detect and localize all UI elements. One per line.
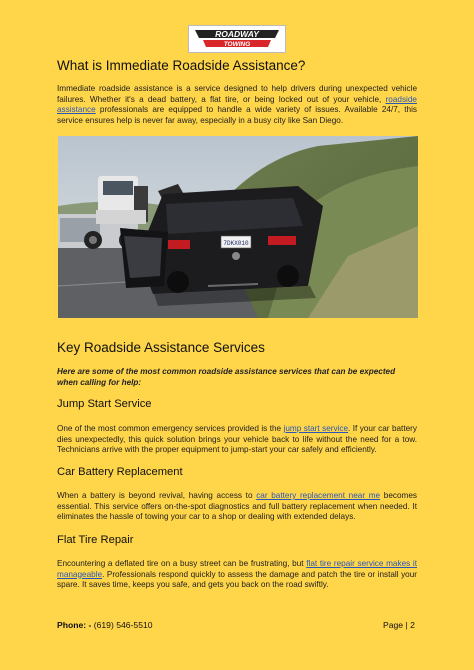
services-intro: Here are some of the most common roadside assistance services that can be expected when calling for help:	[57, 367, 396, 387]
section-title-immediate: What is Immediate Roadside Assistance?	[57, 58, 306, 73]
flat-tire-paragraph	[57, 559, 417, 591]
tire-text-b: . Professionals respond quickly to assess the damage and patch the tire or install your spare. It saves time, keeps you safe, and gets you back on the road swiftly.	[57, 569, 417, 590]
license-plate-text: 7DKX010	[223, 240, 249, 247]
phone-label: Phone: -	[57, 620, 92, 630]
flat-tire-repair-link[interactable]: flat tire repair service makes it manageable	[57, 559, 417, 579]
heading-flat-tire: Flat Tire Repair	[57, 534, 134, 546]
roadside-assistance-link[interactable]: roadside assistance	[57, 94, 417, 115]
battery-replacement-link[interactable]: car battery replacement near me	[256, 491, 381, 500]
logo-line2: TOWING	[223, 41, 251, 48]
section-title-key-services: Key Roadside Assistance Services	[57, 340, 265, 355]
battery-paragraph	[57, 491, 417, 523]
jump-text-b: . If your car battery dies unexpectedly, this quick solution brings your vehicle back to life without the need for a tow. Technicians arrive with the proper equipment to jump-start your car safely and efficiently.	[57, 424, 417, 455]
jump-text-a: One of the most common emergency services provided is the	[57, 424, 284, 433]
roadway-towing-logo	[188, 25, 286, 53]
logo-line1: ROADWAY	[215, 29, 259, 39]
battery-text-a: When a battery is beyond revival, having access to	[57, 491, 257, 500]
footer-phone	[57, 620, 153, 630]
jump-start-paragraph	[57, 424, 417, 456]
phone-number[interactable]: (619) 546-5510	[91, 620, 153, 630]
heading-battery-replacement: Car Battery Replacement	[57, 466, 183, 478]
page-number: Page | 2	[383, 620, 415, 630]
intro-text-a: Immediate roadside assistance is a service designed to help drivers during unexpected vehicle failures. Whether it's a dead battery, a flat tire, or being locked out of your vehicle,	[57, 84, 417, 104]
battery-text-b: becomes essential. This service offers on-the-spot diagnostics and full battery replacement when needed. It eliminates the hassle of towing your car to a shop or dealing with extended delays.	[57, 491, 418, 522]
intro-text-b: professionals are equipped to handle a wide variety of issues. Available 24/7, this service ensures help is never far away, especially in a busy city like San Diego.	[57, 105, 417, 125]
tire-text-a: Encountering a deflated tire on a busy street can be frustrating, but	[57, 559, 307, 568]
intro-paragraph	[57, 84, 417, 126]
jump-start-service-link[interactable]: jump start service	[283, 424, 349, 433]
overturned-car-photo	[58, 136, 418, 318]
heading-jump-start: Jump Start Service	[57, 398, 152, 410]
